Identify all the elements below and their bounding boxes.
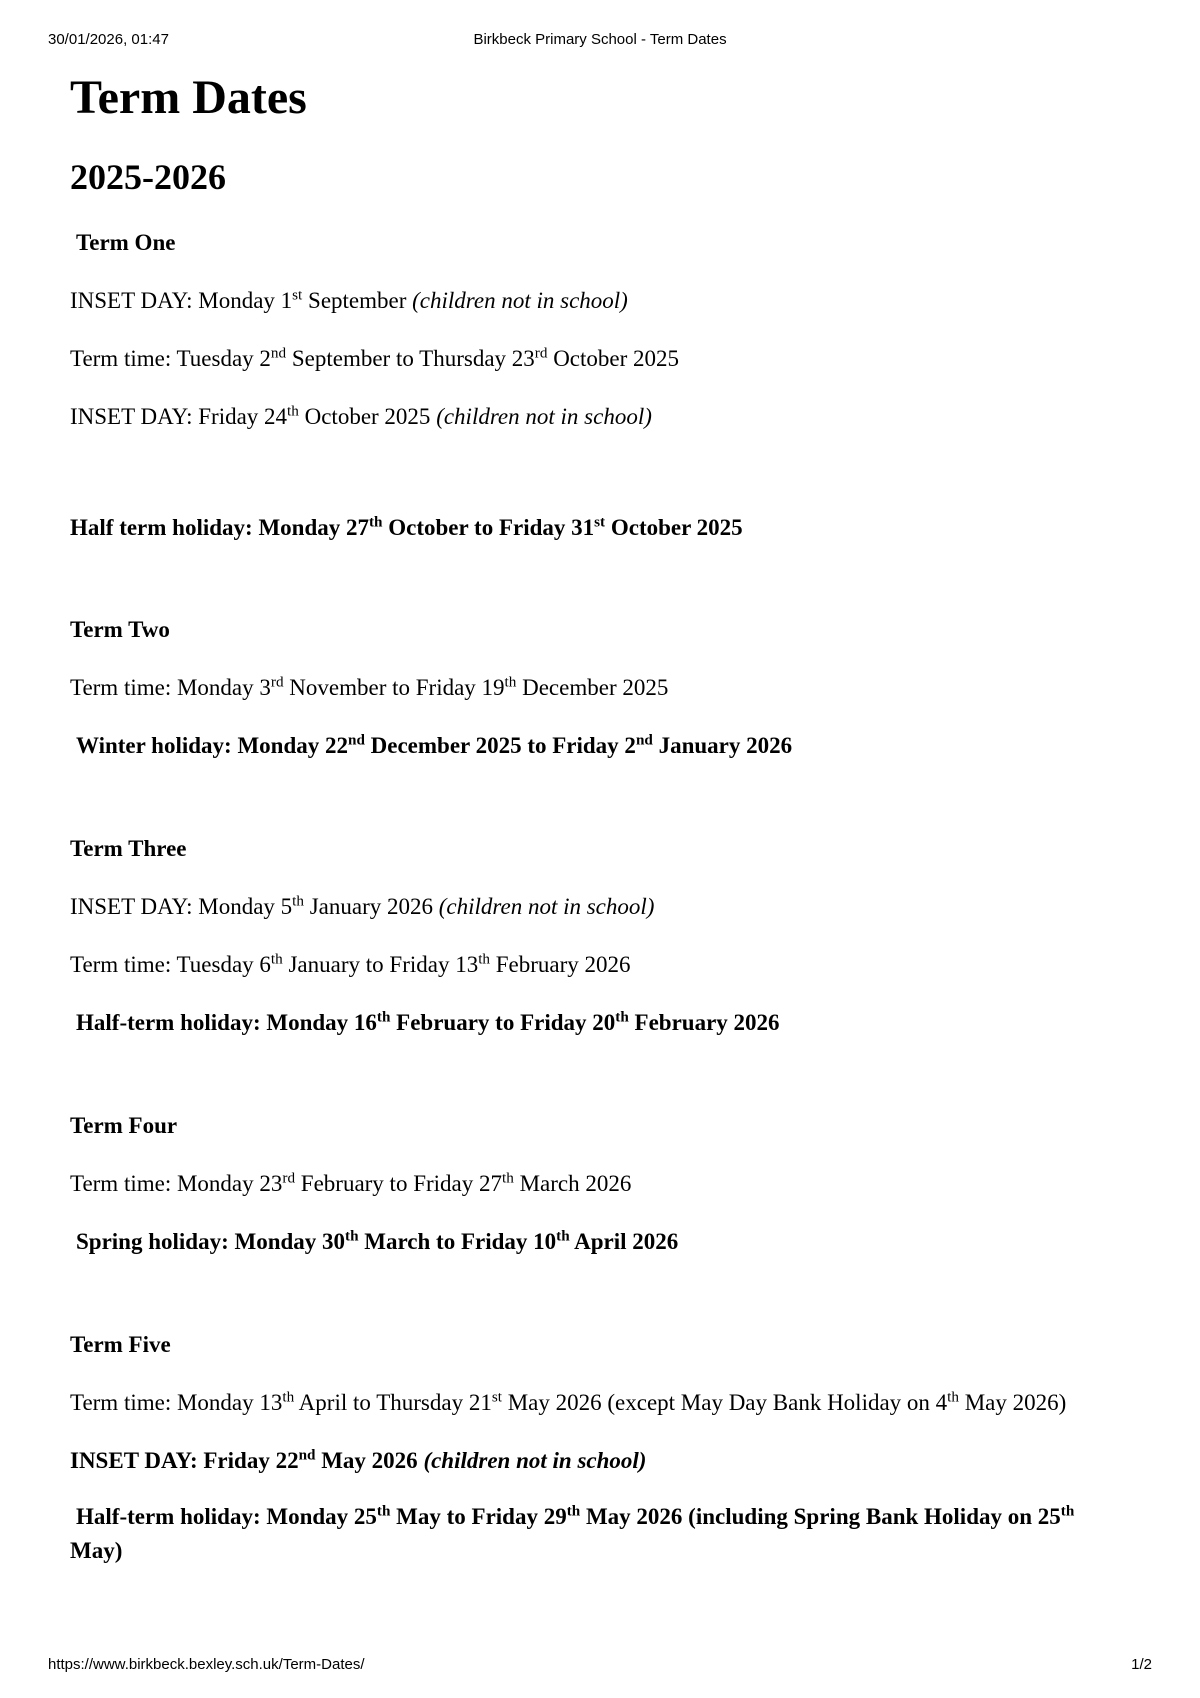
term-five-heading: Term Five (70, 1332, 171, 1357)
term-two-term-time: Term time: Monday 3rd November to Friday 19th December 2025 (70, 673, 669, 700)
term-one-term-time: Term time: Tuesday 2nd September to Thursday 23rd October 2025 (70, 344, 680, 371)
term-two-heading: Term Two (70, 617, 170, 642)
print-footer (0, 1656, 1200, 1676)
half-term-holiday-february: Half-term holiday: Monday 16th February to Friday 20th February 2026 (76, 1008, 780, 1035)
print-url: https://www.birkbeck.bexley.sch.uk/Term-Dates/ (48, 1656, 365, 1673)
print-page-number: 1/2 (1131, 1656, 1152, 1673)
term-three-term-time: Term time: Tuesday 6th January to Friday 13th February 2026 (70, 950, 631, 977)
winter-holiday: Winter holiday: Monday 22nd December 2025 to Friday 2nd January 2026 (76, 731, 793, 758)
half-term-holiday-may: Half-term holiday: Monday 25th May to Friday 29th May 2026 (including Spring Bank Holiday on 25th May) (70, 1502, 1075, 1563)
print-header (0, 31, 1200, 51)
term-one-heading: Term One (76, 230, 176, 255)
term-four-heading: Term Four (70, 1113, 178, 1138)
year-heading: 2025-2026 (70, 157, 226, 197)
spring-holiday: Spring holiday: Monday 30th March to Friday 10th April 2026 (76, 1227, 679, 1254)
term-five-inset-day: INSET DAY: Friday 22nd May 2026 (children not in school) (70, 1446, 647, 1473)
print-page-title: Birkbeck Primary School - Term Dates (473, 31, 727, 48)
term-three-heading: Term Three (70, 836, 187, 861)
term-one-inset-day-2: INSET DAY: Friday 24th October 2025 (children not in school) (70, 402, 652, 429)
half-term-holiday-october: Half term holiday: Monday 27th October to Friday 31st October 2025 (70, 513, 743, 540)
page-title: Term Dates (70, 71, 307, 124)
term-five-term-time: Term time: Monday 13th April to Thursday 21st May 2026 (except May Day Bank Holiday on 4th May 2026) (70, 1388, 1067, 1415)
term-one-inset-day-1: INSET DAY: Monday 1st September (children not in school) (70, 286, 628, 313)
term-three-inset-day: INSET DAY: Monday 5th January 2026 (children not in school) (70, 892, 655, 919)
print-datetime: 30/01/2026, 01:47 (48, 31, 169, 48)
term-four-term-time: Term time: Monday 23rd February to Friday 27th March 2026 (70, 1169, 632, 1196)
